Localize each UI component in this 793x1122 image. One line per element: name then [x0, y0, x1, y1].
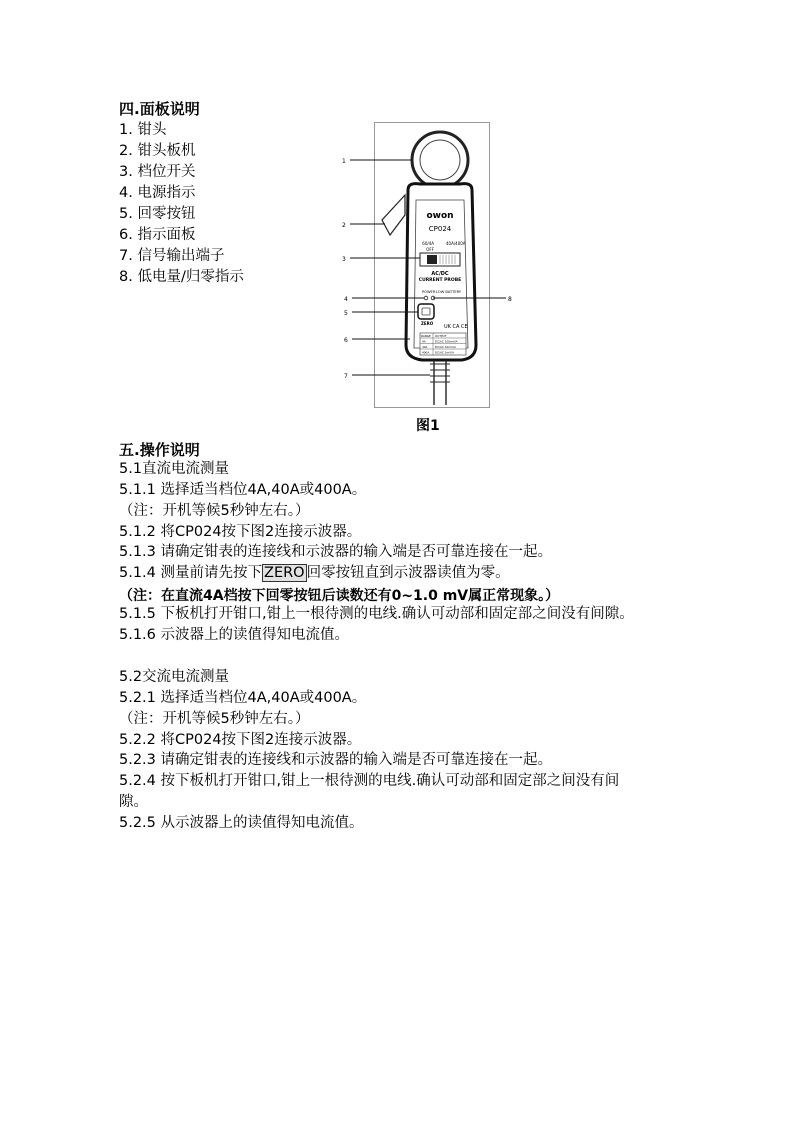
range-switch-knob [427, 255, 437, 264]
step-5-1-2: 5.1.2 将CP024按下图2连接示波器。 [119, 524, 362, 540]
off-label: OFF [426, 247, 434, 252]
list-item: 4. 电源指示 [119, 185, 196, 201]
step-5-2-2: 5.2.2 将CP024按下图2连接示波器。 [119, 732, 362, 748]
spec-cell: 40A [422, 345, 428, 349]
list-item: 3. 档位开关 [119, 164, 196, 180]
zero-label: ZERO [421, 321, 434, 326]
spec-cell: 400A [422, 350, 430, 355]
trigger-shape [382, 195, 405, 235]
callout-number: 5 [344, 310, 348, 317]
section5-title: 五.操作说明 [119, 441, 200, 459]
power-led-icon [424, 296, 428, 300]
spec-cell: DC/AC 100mV/A [435, 339, 458, 344]
step-5-2-3: 5.2.3 请确定钳表的连接线和示波器的输入端是否可靠连接在一起。 [119, 752, 553, 768]
step-5-1-5: 5.1.5 下板机打开钳口,钳上一根待测的电线.确认可动部和固定部之间没有间隙。 [119, 606, 634, 622]
clamp-jaw-inner [420, 140, 460, 180]
list-item: 5. 回零按钮 [119, 206, 196, 222]
type-line-1: AC/DC [431, 271, 449, 277]
spec-cell: DC/AC 1mV/A [435, 350, 455, 355]
step-5-2-4: 5.2.4 按下板机打开钳口,钳上一根待测的电线.确认可动部和固定部之间没有间 [119, 773, 620, 789]
spec-cell: 4A [422, 339, 426, 344]
step-5-1-4 [119, 564, 510, 582]
note-warmup: （注：开机等候5秒钟左右。） [119, 503, 310, 519]
list-item: 2. 钳头板机 [119, 143, 196, 159]
cable-strain-relief [430, 364, 450, 382]
range-left-label: 60/4A [422, 241, 434, 246]
range-right-label: 40A/400A [446, 241, 466, 246]
current-probe-illustration [330, 120, 520, 415]
step-5-1-6: 5.1.6 示波器上的读值得知电流值。 [119, 627, 350, 643]
step-5-1-4-suffix: 回零按钮直到示波器读值为零。 [306, 565, 510, 581]
spec-cell: DC/AC 10mV/A [435, 345, 456, 349]
power-label: POWER [422, 290, 436, 294]
zero-button [418, 304, 434, 319]
list-item: 8. 低电量/归零指示 [119, 269, 244, 285]
callout-number: 1 [342, 158, 346, 165]
model-text: CP024 [428, 225, 452, 233]
note-dc-offset: （注：在直流4A档按下回零按钮后读数还有0~1.0 mV属正常现象。） [119, 588, 560, 604]
low-battery-label: LOW BATTERY [436, 290, 462, 294]
callout-number: 2 [342, 222, 346, 229]
callout-number: 7 [344, 373, 348, 380]
callout-number: 6 [344, 337, 348, 344]
step-5-2-4-continued: 隙。 [119, 794, 148, 810]
list-item: 7. 信号输出端子 [119, 248, 225, 264]
callout-number: 8 [508, 296, 512, 303]
cert-marks: UK CA CE [444, 324, 468, 330]
list-item: 6. 指示面板 [119, 227, 196, 243]
spec-header-range: RANGE [421, 334, 431, 338]
brand-text: owon [426, 211, 454, 221]
note-warmup: （注：开机等候5秒钟左右。） [119, 711, 310, 727]
spec-table [420, 333, 466, 355]
step-5-2-5: 5.2.5 从示波器上的读值得知电流值。 [119, 815, 364, 831]
step-5-1-4-prefix: 5.1.4 测量前请先按下 [119, 565, 263, 581]
callout-number: 3 [342, 256, 346, 263]
step-5-1-3: 5.1.3 请确定钳表的连接线和示波器的输入端是否可靠连接在一起。 [119, 544, 553, 560]
section4-title: 四.面板说明 [119, 100, 200, 118]
step-5-1-1: 5.1.1 选择适当档位4A,40A或400A。 [119, 482, 367, 498]
callout-number: 4 [344, 296, 348, 303]
zero-highlight: ZERO [264, 565, 305, 581]
type-line-2: CURRENT PROBE [418, 278, 462, 283]
ac-subtitle: 5.2交流电流测量 [119, 669, 230, 685]
step-5-2-1: 5.2.1 选择适当档位4A,40A或400A。 [119, 690, 367, 706]
dc-subtitle: 5.1直流电流测量 [119, 461, 230, 477]
list-item: 1. 钳头 [119, 122, 167, 138]
figure-caption: 图1 [416, 418, 440, 434]
spec-header-output: OUTPUT [435, 334, 447, 338]
